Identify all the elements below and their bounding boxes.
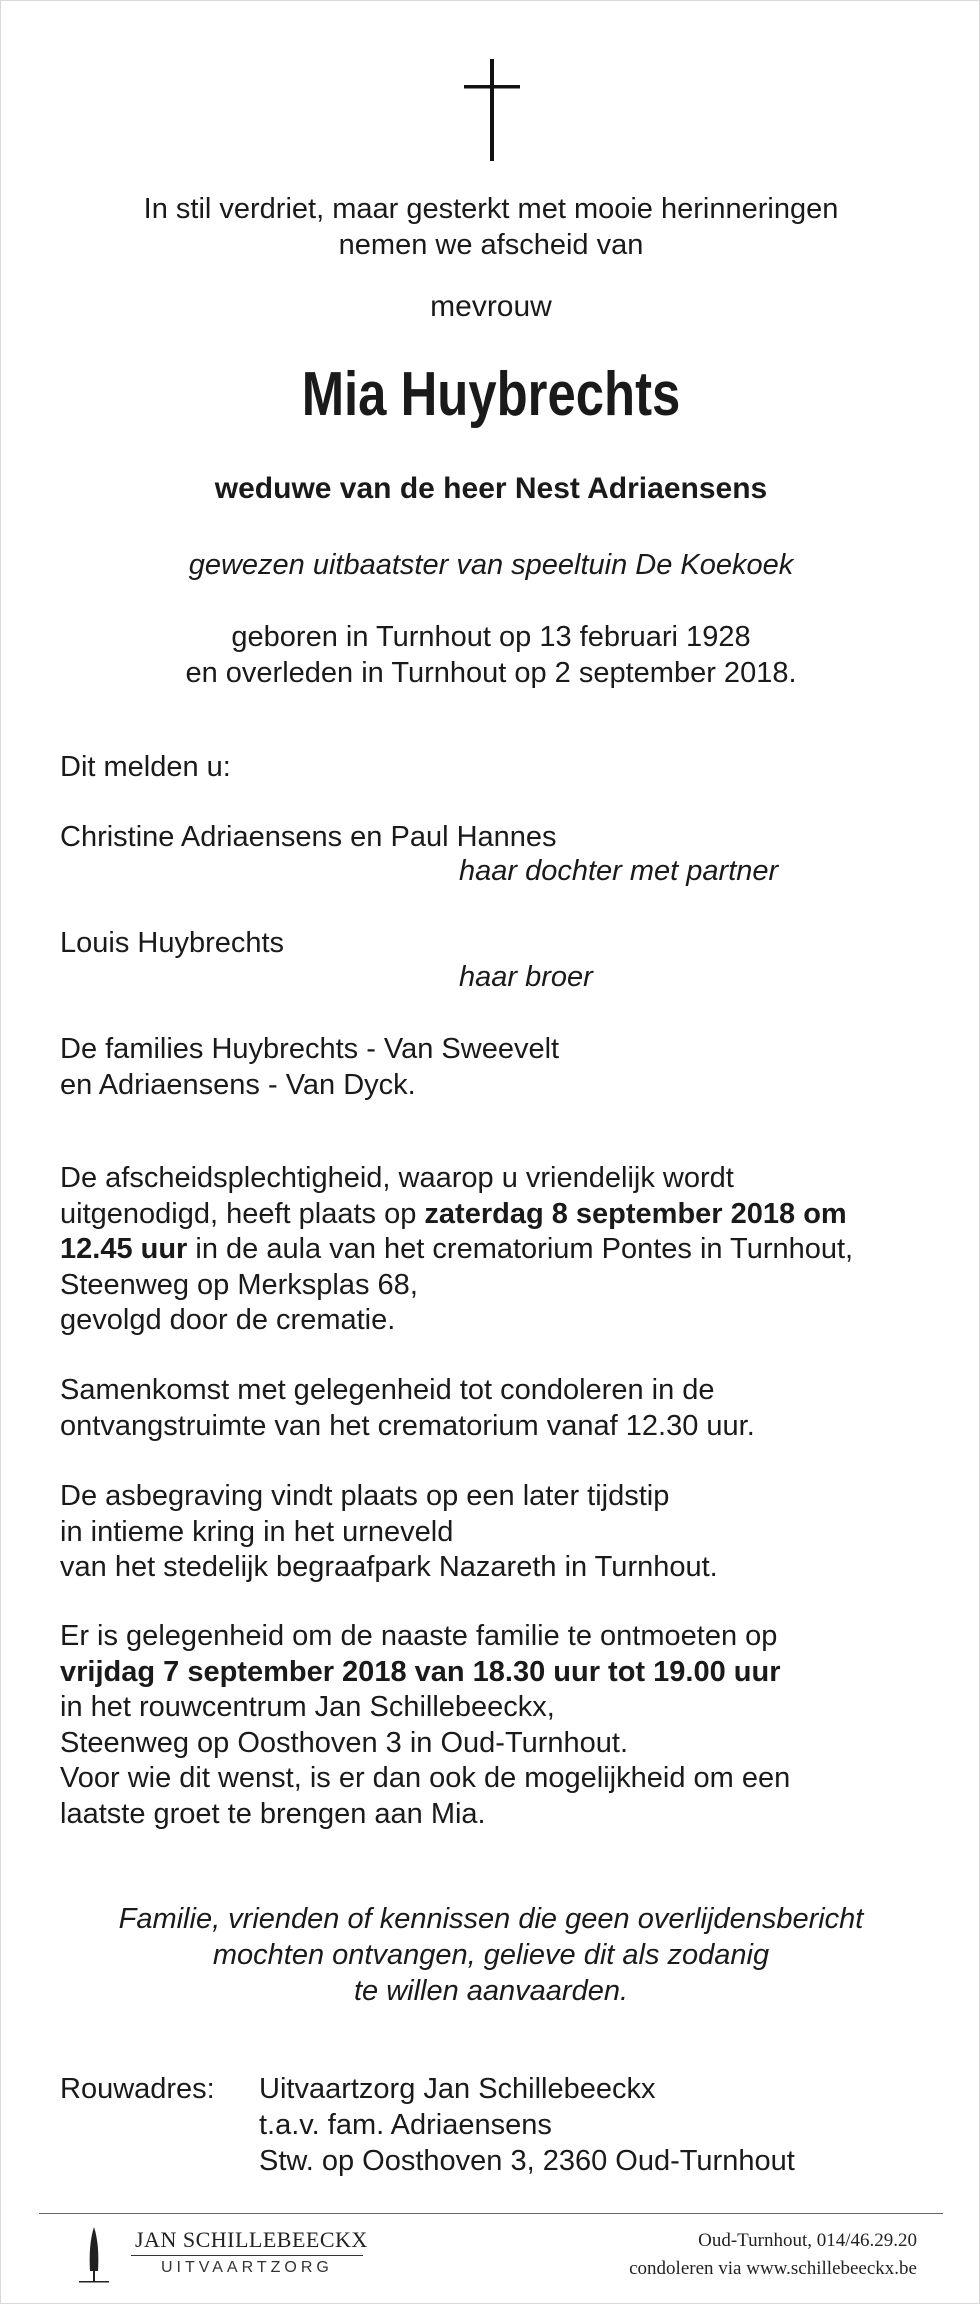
opening-line-1: In stil verdriet, maar gesterkt met mooie herinneringen <box>143 193 839 225</box>
families-line-1: De families Huybrechts - Van Sweevelt <box>60 1033 560 1065</box>
logo-divider <box>131 2255 363 2256</box>
funeral-home-logo <box>79 2225 379 2285</box>
logo-subtitle: UITVAARTZORG <box>161 2259 333 2276</box>
burial-block <box>60 1479 920 1586</box>
gathering-line-1: Samenkomst met gelegenheid tot condoleren in de <box>60 1374 715 1406</box>
address-line-2: t.a.v. fam. Adriaensens <box>259 2109 552 2141</box>
families-block <box>60 1031 920 1103</box>
dates-line-2: en overleden in Turnhout op 2 september 2018. <box>185 657 797 689</box>
family-member-name: Louis Huybrechts <box>60 927 285 959</box>
visitation-line-4: Steenweg op Oosthoven 3 in Oud-Turnhout. <box>60 1726 629 1759</box>
notice-line-2: mochten ontvangen, gelieve dit als zodanig <box>212 1939 770 1971</box>
opening-text <box>1 191 980 263</box>
address-line-3: Stw. op Oosthoven 3, 2360 Oud-Turnhout <box>259 2145 795 2177</box>
burial-line-2: in intieme kring in het urneveld <box>60 1515 454 1548</box>
visitation-block <box>60 1619 920 1832</box>
burial-line-1: De asbegraving vindt plaats op een later tijdstip <box>60 1480 670 1512</box>
visitation-date-time: vrijdag 7 september 2018 van 18.30 uur tot 19.00 uur <box>60 1655 781 1688</box>
logo-name: JAN SCHILLEBEECKX <box>135 2227 368 2252</box>
family-member-relation: haar broer <box>459 961 593 993</box>
occupation-line: gewezen uitbaatster van speeltuin De Koekoek <box>188 549 794 581</box>
visitation-line-6: laatste groet te brengen aan Mia. <box>60 1797 486 1830</box>
opening-line-2: nemen we afscheid van <box>338 229 644 261</box>
ceremony-cremation: gevolgd door de crematie. <box>60 1304 396 1336</box>
burial-line-3: van het stedelijk begraafpark Nazareth in Turnhout. <box>60 1551 718 1583</box>
gathering-block <box>60 1373 920 1444</box>
notice-line-3: te willen aanvaarden. <box>353 1975 629 2007</box>
ceremony-block <box>60 1161 890 1339</box>
spouse-line: weduwe van de heer Nest Adriaensens <box>214 472 768 505</box>
dates-block <box>1 619 980 691</box>
footer-phone: Oud-Turnhout, 014/46.29.20 <box>698 2230 917 2251</box>
footer-website[interactable]: condoleren via www.schillebeeckx.be <box>629 2258 917 2279</box>
visitation-line-1: Er is gelegenheid om de naaste familie te ontmoeten op <box>60 1620 778 1652</box>
dates-line-1: geboren in Turnhout op 13 februari 1928 <box>231 621 751 653</box>
gathering-line-2: ontvangstruimte van het crematorium vanaf 12.30 uur. <box>60 1409 755 1442</box>
visitation-line-3: in het rouwcentrum Jan Schillebeeckx, <box>60 1691 555 1723</box>
visitation-line-5: Voor wie dit wenst, is er dan ook de mogelijkheid om een <box>60 1762 791 1794</box>
cross-icon <box>464 59 520 161</box>
footer-divider <box>39 2213 943 2214</box>
title-prefix: mevrouw <box>430 290 552 323</box>
footer-contact <box>629 2227 917 2283</box>
address-label: Rouwadres: <box>60 2073 215 2105</box>
cypress-tree-icon <box>79 2225 109 2285</box>
families-line-2: en Adriaensens - Van Dyck. <box>60 1069 416 1101</box>
ceremony-text: De afscheidsplechtigheid, waarop u vriendelijk wordt uitgenodigd, heeft plaats op zaterdag 8 september 2018 om 12.45 uur in de aula van het crematorium Pontes in Turnhout, Steenweg op Merksplas 68, <box>60 1162 854 1301</box>
family-member-relation: haar dochter met partner <box>459 855 779 887</box>
notice-block <box>1 1901 980 2009</box>
family-member-name: Christine Adriaensens en Paul Hannes <box>60 821 557 853</box>
announcement-intro: Dit melden u: <box>60 751 231 783</box>
address-block <box>259 2071 795 2179</box>
notice-line-1: Familie, vrienden of kennissen die geen overlijdensbericht <box>118 1903 864 1935</box>
deceased-name: Mia Huybrechts <box>301 360 681 429</box>
address-line-1: Uitvaartzorg Jan Schillebeeckx <box>259 2073 656 2105</box>
ceremony-date-time: zaterdag 8 september 2018 om 12.45 uur <box>60 1197 847 1265</box>
